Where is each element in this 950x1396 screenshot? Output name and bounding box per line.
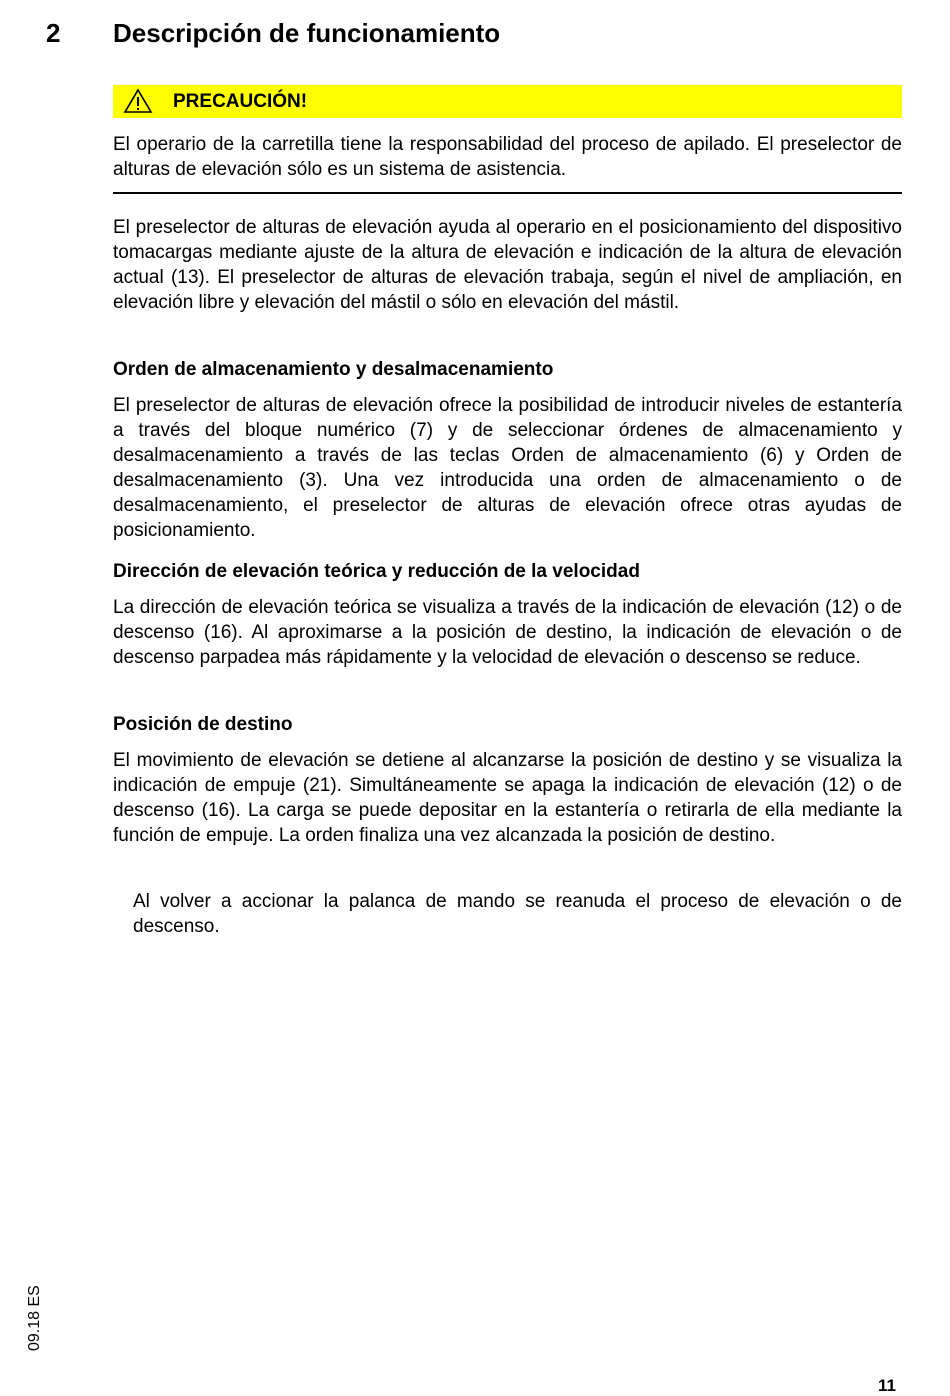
section-paragraph: El movimiento de elevación se detiene al alcanzarse la posición de destino y se visualiza la indicación de empuje (21). Simultáneamente se apaga la indicación de elevación (12) o de descenso (16). La carga se puede depositar en la estantería o retirarla de ella mediante la función de empuje. La orden finaliza una vez alcanzada la posición de destino. — [113, 750, 902, 846]
caution-divider — [113, 192, 902, 194]
caution-bar — [113, 85, 902, 118]
section-heading: Posición de destino — [113, 714, 293, 735]
chapter-number: 2 — [46, 18, 61, 48]
section-heading: Dirección de elevación teórica y reducción de la velocidad — [113, 561, 640, 582]
section-paragraph: El preselector de alturas de elevación ofrece la posibilidad de introducir niveles de estantería a través del bloque numérico (7) y de seleccionar órdenes de almacenamiento y desalmacenamiento a través de las teclas Orden de almacenamiento (6) y Orden de desalmacenamiento (3). Una vez introducida una orden de almacenamiento o de desalmacenamiento, el preselector de alturas de elevación ofrece otras ayudas de posicionamiento. — [113, 395, 902, 541]
chapter-title: Descripción de funcionamiento — [113, 18, 501, 48]
page-number: 11 — [878, 1376, 896, 1395]
intro-paragraph: El preselector de alturas de elevación ayuda al operario en el posicionamiento del dispositivo tomacargas mediante ajuste de la altura de elevación e indicación de la altura de elevación actual (13). El preselector de alturas de elevación trabaja, según el nivel de ampliación, en elevación libre y elevación del mástil o sólo en elevación del mástil. — [113, 217, 902, 313]
caution-label: PRECAUCIÓN! — [173, 91, 308, 112]
caution-text: El operario de la carretilla tiene la responsabilidad del proceso de apilado. El preselector de alturas de elevación sólo es un sistema de asistencia. — [113, 134, 902, 180]
warning-triangle-icon — [123, 88, 153, 114]
section-paragraph: La dirección de elevación teórica se visualiza a través de la indicación de elevación (12) o de descenso (16). Al aproximarse a la posición de destino, la indicación de elevación o de descenso parpadea más rápidamente y la velocidad de elevación o descenso se reduce. — [113, 597, 902, 668]
document-code: 09.18 ES — [26, 1285, 43, 1351]
note-paragraph: Al volver a accionar la palanca de mando se reanuda el proceso de elevación o de descenso. — [133, 891, 902, 937]
section-heading: Orden de almacenamiento y desalmacenamiento — [113, 359, 554, 380]
